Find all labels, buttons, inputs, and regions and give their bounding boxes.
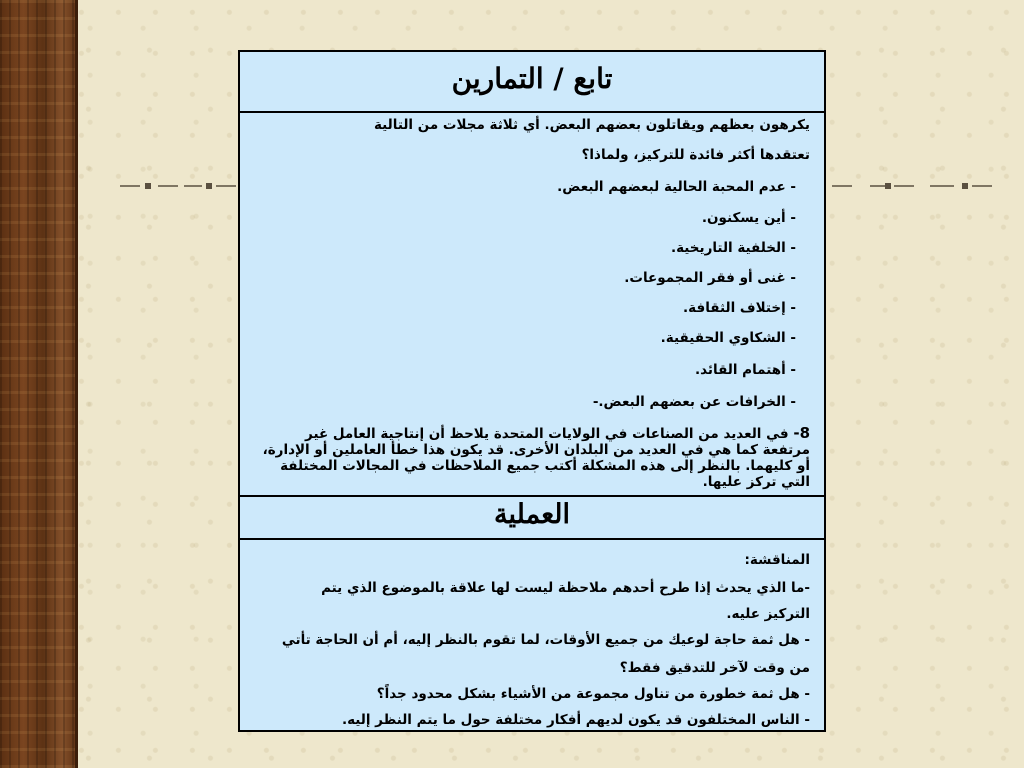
question-number: 8- [793,424,810,442]
wood-border-strip [0,0,78,768]
title-row [240,52,824,113]
discussion-line: - الناس المختلفون قد يكون لديهم أفكار مختلفة حول ما يتم النظر إليه. [341,712,810,728]
intro-line-2: تعتقدها أكثر فائدة للتركيز، ولماذا؟ [581,147,810,163]
discussion-section [240,540,824,730]
list-item: - الخلفية التاريخية. [670,240,796,256]
list-item: - أين يسكنون. [701,210,796,226]
discussion-line: - هل ثمة حاجة لوعيك من جميع الأوقات، لما تقوم بالنظر إليه، أم أن الحاجة تأتي [281,632,810,648]
intro-line-1: يكرهون بعظهم ويقاتلون بعضهم البعض. أي ثلاثة مجلات من التالية [373,117,810,133]
discussion-line: من وقت لآخر للتدقيق فقط؟ [619,660,810,676]
decorative-divider-right [830,181,994,191]
list-item: - الخرافات عن بعضهم البعض.- [592,394,796,410]
exercise-section [240,113,824,497]
discussion-line: - هل ثمة خطورة من تناول مجموعة من الأشياء بشكل محدود جداً؟ [376,686,810,702]
question-8 [254,425,810,490]
discussion-line: التركيز عليه. [726,606,810,622]
list-item: - أهتمام القائد. [695,362,796,378]
decorative-divider-left [118,181,238,191]
question-text: في العديد من الصناعات في الولايات المتحدة يلاحظ أن إنتاجية العامل غير مرتفعة كما هي في العديد من البلدان الأخرى. قد يكون هذا خطأ العاملين أو الإدارة، أو كليهما. بالنظر إلى هذه المشكلة أكتب جميع الملاحظات في المجالات المختلفة التي تركز عليها. [262,426,810,490]
list-item: - عدم المحبة الحالية لبعضهم البعض. [557,179,796,195]
discussion-line: -ما الذي يحدث إذا طرح أحدهم ملاحظة ليست لها علاقة بالموضوع الذي يتم [321,580,810,596]
list-item: - الشكاوي الحقيقية. [660,330,796,346]
subtitle-row [240,497,824,540]
slide-title: تابع / التمارين [451,62,613,95]
discussion-heading: المناقشة: [744,552,810,568]
section-subtitle: العملية [494,499,570,530]
content-panel [238,50,826,732]
list-item: - إختلاف الثقافة. [683,300,796,316]
list-item: - غنى أو فقر المجموعات. [624,270,796,286]
